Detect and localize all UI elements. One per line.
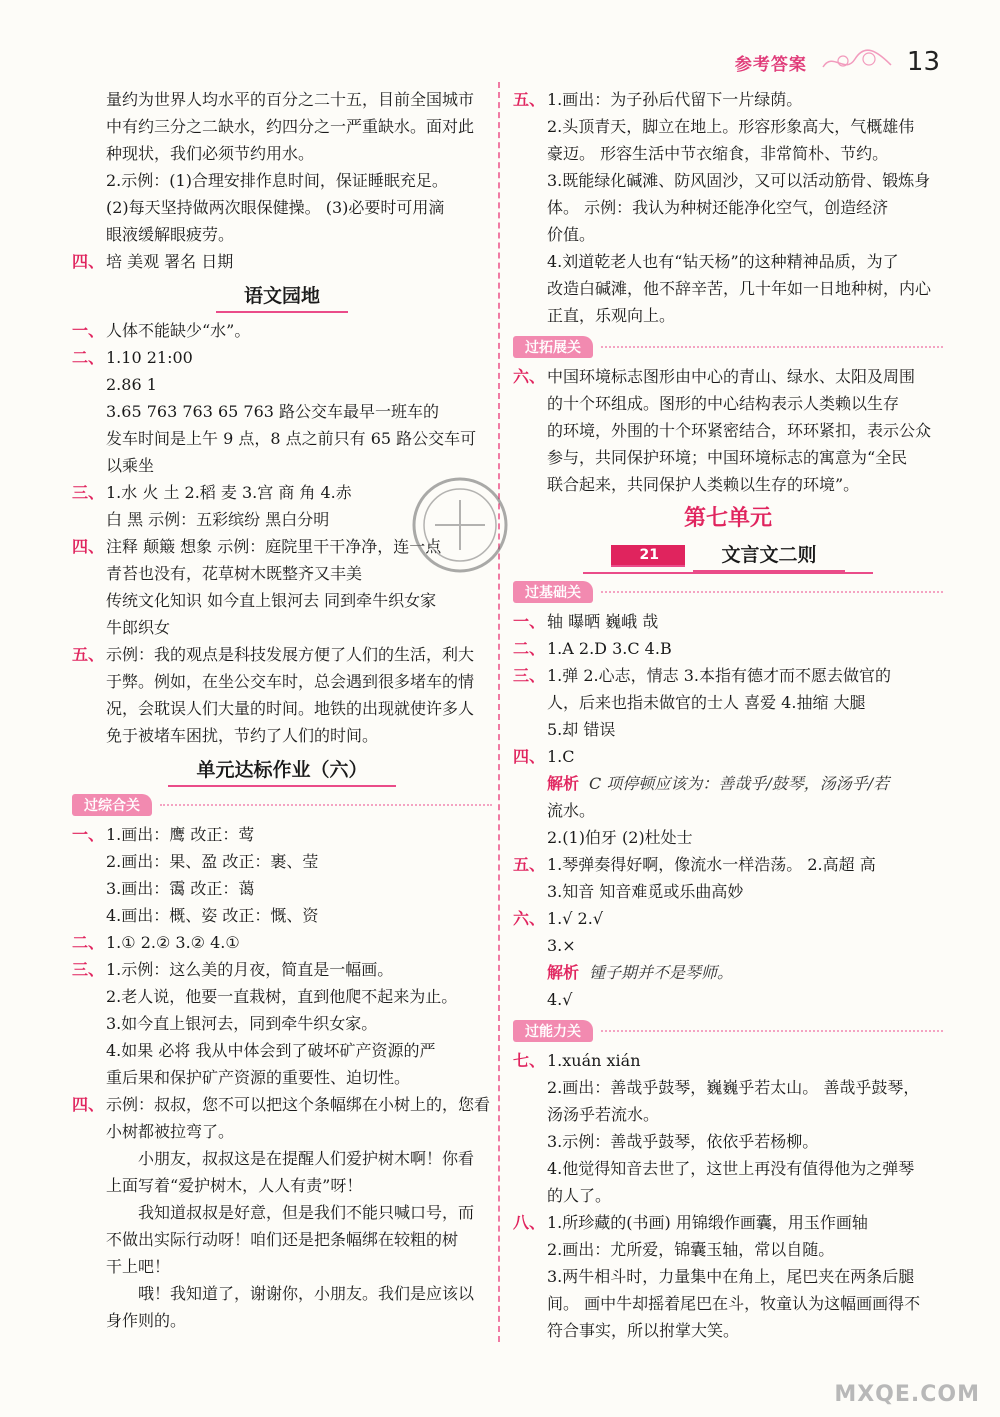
- answer-text: 的十个环组成。图形的中心结构表示人类赖以生存: [547, 394, 900, 413]
- level-tab-rule: [601, 346, 943, 348]
- answer-text: 2.老人说，他要一直栽树，直到他爬不起来为止。: [106, 987, 458, 1006]
- answer-line: [72, 371, 492, 398]
- level-tab-rule: [160, 804, 492, 806]
- answer-text: 符合事实，所以拊掌大笑。: [547, 1321, 740, 1340]
- answer-line: [72, 875, 492, 902]
- answer-line: [72, 641, 492, 668]
- answer-text: 示例：我的观点是科技发展方便了人们的生活，利大: [106, 645, 475, 664]
- answer-line: [513, 1128, 943, 1155]
- answer-text: 参与，共同保护环境；中国环境标志的寓意为“全民: [547, 448, 908, 467]
- question-number: 四、: [513, 747, 546, 766]
- answer-text: 价值。: [547, 225, 596, 244]
- answer-line: [72, 140, 492, 167]
- question-number: 二、: [72, 933, 105, 952]
- answer-line: [72, 1064, 492, 1091]
- answer-line: [72, 86, 492, 113]
- question-number: 四、: [72, 1095, 105, 1114]
- answer-line: [72, 113, 492, 140]
- answer-text: 况，会耽误人们大量的时间。地铁的出现就使许多人: [106, 699, 475, 718]
- answer-text: 豪迈。 形容生活中节衣缩食，非常简朴、节约。: [547, 144, 889, 163]
- answer-line: [513, 878, 943, 905]
- analysis-text: C 项停顿应该为：善哉乎/鼓琴，汤汤乎/若: [589, 774, 890, 793]
- unit-title-text: 第七单元: [683, 506, 772, 531]
- answer-text: 4.画出：概、姿 改正：慨、资: [106, 906, 319, 925]
- answer-text: 3.65 763 763 65 763 路公交车最早一班车的: [106, 402, 440, 421]
- answer-line: [513, 1155, 943, 1182]
- dialogue-paragraph: 哦！我知道了，谢谢你，小朋友。我们是应该以: [138, 1284, 475, 1303]
- answer-line: [513, 194, 943, 221]
- answer-text: 干上吧！: [106, 1257, 171, 1276]
- answer-text: 2.画出：果、盈 改正：裹、莹: [106, 852, 319, 871]
- analysis-note: [513, 770, 943, 797]
- answer-text: 4.如果 必将 我从中体会到了破坏矿产资源的严: [106, 1041, 436, 1060]
- answer-text: 3.两牛相斗时，力量集中在角上，尾巴夹在两条后腿: [547, 1267, 915, 1286]
- flourish-decoration-icon: [821, 47, 893, 77]
- watermark-text: MXQE.COM: [834, 1382, 980, 1407]
- answer-text: 重后果和保护矿产资源的重要性、迫切性。: [106, 1068, 411, 1087]
- level-tab: [513, 1019, 943, 1043]
- answer-line: [513, 851, 943, 878]
- right-column: [513, 86, 943, 1344]
- answer-text: 3.既能绿化碱滩、防风固沙，又可以活动筋骨、锻炼身: [547, 171, 931, 190]
- answer-line: [72, 167, 492, 194]
- answer-line: [72, 398, 492, 425]
- answer-text: 1.画出：为子孙后代留下一片绿荫。: [547, 90, 803, 109]
- answer-text: 1.C: [547, 747, 575, 766]
- level-tab-label: 过能力关: [513, 1020, 593, 1042]
- answer-key-label: 参考答案: [734, 54, 807, 75]
- answer-text: 1.√ 2.√: [547, 909, 604, 928]
- answer-text: 5.却 错误: [547, 720, 616, 739]
- answer-line: [513, 1074, 943, 1101]
- answer-text: 1.xuán xián: [547, 1051, 641, 1070]
- answer-text: 不做出实际行动呀！咱们还是把条幅绑在较粗的树: [106, 1230, 459, 1249]
- answer-line: [513, 1209, 943, 1236]
- level-tab-label: 过基础关: [513, 581, 593, 603]
- answer-text: 2.画出：尤所爱，锦囊玉轴，常以自随。: [547, 1240, 835, 1259]
- answer-text: 种现状，我们必须节约用水。: [106, 144, 315, 163]
- question-number: 一、: [513, 612, 546, 631]
- level-tab-rule: [601, 591, 943, 593]
- answer-text: 人体不能缺少“水”。: [106, 321, 251, 340]
- answer-text: 2.86 1: [106, 375, 157, 394]
- section-title-text: 语文园地: [216, 281, 348, 313]
- answer-line: [513, 444, 943, 471]
- answer-text: 的环境，外围的十个环紧密结合，环环紧扣，表示公众: [547, 421, 932, 440]
- level-tab: [72, 793, 492, 817]
- answer-line: [72, 425, 492, 452]
- answer-text: 间。 画中牛却摇着尾巴在斗，牧童认为这幅画画得不: [547, 1294, 921, 1313]
- answer-line: [513, 363, 943, 390]
- answer-text: 3.画出：霭 改正：蔼: [106, 879, 255, 898]
- answer-line: [72, 1172, 492, 1199]
- answer-text: 白 黑 示例：五彩缤纷 黑白分明: [106, 510, 330, 529]
- answer-text: 1.10 21:00: [106, 348, 193, 367]
- answer-line: [72, 956, 492, 983]
- question-number: 二、: [513, 639, 546, 658]
- page-number: 13: [906, 47, 940, 77]
- answer-text: 免于被堵车困扰，节约了人们的时间。: [106, 726, 379, 745]
- answer-line: [513, 662, 943, 689]
- answer-line: [513, 797, 943, 824]
- level-tab-rule: [601, 1030, 943, 1032]
- answer-line: [513, 824, 943, 851]
- answer-text: 汤汤乎若流水。: [547, 1105, 660, 1124]
- analysis-note: [513, 959, 943, 986]
- level-tab-label: 过综合关: [72, 794, 152, 816]
- answer-text: 传统文化知识 如今直上银河去 同到牵牛织女家: [106, 591, 437, 610]
- answer-line: [72, 695, 492, 722]
- answer-text: 3.如今直上银河去，同到牵牛织女家。: [106, 1014, 378, 1033]
- answer-line: [513, 221, 943, 248]
- level-tab: [513, 335, 943, 359]
- answer-line: [72, 668, 492, 695]
- answer-text: 联合起来，共同保护人类赖以生存的环境”。: [547, 475, 860, 494]
- question-number: 一、: [72, 321, 105, 340]
- answer-line: [513, 635, 943, 662]
- answer-line: [72, 344, 492, 371]
- column-divider: [498, 82, 500, 1342]
- lesson-title-text: 文言文二则: [693, 540, 844, 572]
- answer-text: 体。 示例：我认为种树还能净化空气，创造经济: [547, 198, 889, 217]
- answer-line: [72, 248, 492, 275]
- answer-text: 发车时间是上午 9 点，8 点之前只有 65 路公交车可: [106, 429, 477, 448]
- answer-text: 3.×: [547, 936, 576, 955]
- answer-text: 1.琴弹奏得好啊，像流水一样浩荡。 2.高超 高: [547, 855, 876, 874]
- answer-line: [72, 1010, 492, 1037]
- answer-text: 量约为世界人均水平的百分之二十五，目前全国城市: [106, 90, 475, 109]
- answer-text: (2)每天坚持做两次眼保健操。 (3)必要时可用滴: [106, 198, 445, 217]
- answer-line: [513, 113, 943, 140]
- answer-text: 青苔也没有，花草树木既整齐又丰美: [106, 564, 363, 583]
- answer-line: [513, 1263, 943, 1290]
- answer-line: [513, 986, 943, 1013]
- answer-text: 于弊。例如，在坐公交车时，总会遇到很多堵车的情: [106, 672, 475, 691]
- answer-line: [513, 302, 943, 329]
- answer-text: 3.示例：善哉乎鼓琴，依依乎若杨柳。: [547, 1132, 819, 1151]
- question-number: 三、: [72, 483, 105, 502]
- answer-line: [513, 1182, 943, 1209]
- answer-line: [513, 1236, 943, 1263]
- answer-line: [513, 417, 943, 444]
- analysis-text: 锺子期并不是琴师。: [589, 963, 734, 982]
- question-number: 三、: [513, 666, 546, 685]
- answer-line: [513, 1047, 943, 1074]
- answer-text: 1.① 2.② 3.② 4.①: [106, 933, 240, 952]
- answer-line: [72, 587, 492, 614]
- left-column: [72, 86, 492, 1334]
- answer-text: 小树都被拉弯了。: [106, 1122, 235, 1141]
- answer-line: [72, 1091, 492, 1118]
- question-number: 六、: [513, 367, 546, 386]
- question-number: 三、: [72, 960, 105, 979]
- answer-text: 的人了。: [547, 1186, 612, 1205]
- lesson-number-badge: 21: [611, 545, 685, 567]
- answer-line: [72, 983, 492, 1010]
- stamp-icon: [405, 470, 515, 580]
- answer-line: [72, 902, 492, 929]
- answer-line: [513, 86, 943, 113]
- lesson-title-wrap: [583, 540, 872, 574]
- answer-text: 示例：叔叔，您不可以把这个条幅绑在小树上的，您看: [106, 1095, 491, 1114]
- answer-text: 4.他觉得知音去世了，这世上再没有值得他为之弹琴: [547, 1159, 915, 1178]
- answer-line: [72, 1253, 492, 1280]
- answer-line: [513, 689, 943, 716]
- answer-text: 1.水 火 土 2.稻 麦 3.宫 商 角 4.赤: [106, 483, 352, 502]
- dialogue-paragraph: 我知道叔叔是好意，但是我们不能只喊口号，而: [138, 1203, 475, 1222]
- answer-line: [72, 1118, 492, 1145]
- answer-line: [513, 1317, 943, 1344]
- answer-line: [513, 275, 943, 302]
- question-number: 四、: [72, 537, 105, 556]
- answer-line: [513, 716, 943, 743]
- question-number: 六、: [513, 909, 546, 928]
- question-number: 四、: [72, 252, 105, 271]
- answer-text: 2.画出：善哉乎鼓琴，巍巍乎若太山。 善哉乎鼓琴，: [547, 1078, 920, 1097]
- answer-text: 1.画出：鹰 改正：莺: [106, 825, 255, 844]
- answer-text: 轴 曝晒 巍峨 哉: [547, 612, 659, 631]
- answer-line: [72, 848, 492, 875]
- answer-text: 身作则的。: [106, 1311, 187, 1330]
- answer-line: [72, 614, 492, 641]
- answer-line: [513, 1290, 943, 1317]
- answer-text: 4.刘道乾老人也有“钻天杨”的这种精神品质，为了: [547, 252, 899, 271]
- answer-line: [72, 1226, 492, 1253]
- answer-line: [513, 471, 943, 498]
- analysis-label: 解析: [547, 963, 580, 982]
- answer-line: [513, 167, 943, 194]
- question-number: 二、: [72, 348, 105, 367]
- answer-text: 人，后来也指未做官的士人 喜爱 4.抽缩 大腿: [547, 693, 866, 712]
- answer-text: 2.示例：(1)合理安排作息时间，保证睡眠充足。: [106, 171, 448, 190]
- page-header: [735, 40, 940, 84]
- answer-line: [513, 905, 943, 932]
- answer-text: 2.头顶青天，脚立在地上。形容形象高大，气概雄伟: [547, 117, 915, 136]
- answer-line: [72, 1307, 492, 1334]
- answer-line: [72, 929, 492, 956]
- answer-line: [72, 722, 492, 749]
- answer-text: 改造白碱滩，他不辞辛苦，几十年如一日地种树，内心: [547, 279, 932, 298]
- answer-text: 牛郎织女: [106, 618, 171, 637]
- answer-line: [513, 248, 943, 275]
- answer-text: 中有约三分之二缺水，约四分之一严重缺水。面对此: [106, 117, 475, 136]
- analysis-label: 解析: [547, 774, 580, 793]
- section-title: [72, 281, 492, 313]
- answer-text: 4.√: [547, 990, 573, 1009]
- answer-text: 培 美观 署名 日期: [106, 252, 234, 271]
- answer-line: [72, 1037, 492, 1064]
- answer-text: 1.A 2.D 3.C 4.B: [547, 639, 672, 658]
- answer-text: 眼液缓解眼疲劳。: [106, 225, 235, 244]
- answer-text: 1.示例：这么美的月夜，简直是一幅画。: [106, 960, 394, 979]
- answer-text: 流水。: [547, 801, 596, 820]
- answer-line: [72, 821, 492, 848]
- question-number: 七、: [513, 1051, 546, 1070]
- question-number: 一、: [72, 825, 105, 844]
- answer-text: 1.弹 2.心志，情志 3.本指有德才而不愿去做官的: [547, 666, 891, 685]
- answer-line: [513, 743, 943, 770]
- question-number: 五、: [72, 645, 105, 664]
- lesson-title: [513, 540, 943, 574]
- answer-text: 2.(1)伯牙 (2)杜处士: [547, 828, 693, 847]
- dialogue-paragraph: 小朋友，叔叔这是在提醒人们爱护树木啊！你看: [138, 1149, 475, 1168]
- answer-text: 3.知音 知音难觅或乐曲高妙: [547, 882, 744, 901]
- question-number: 五、: [513, 855, 546, 874]
- answer-text: 中国环境标志图形由中心的青山、绿水、太阳及周围: [547, 367, 916, 386]
- answer-text: 以乘坐: [106, 456, 155, 475]
- answer-text: 注释 颠簸 想象 示例：庭院里干干净净，连一点: [106, 537, 442, 556]
- level-tab: [513, 580, 943, 604]
- answer-text: 上面写着“爱护树木，人人有责”呀！: [106, 1176, 363, 1195]
- answer-line: [72, 194, 492, 221]
- unit-title: [513, 504, 943, 534]
- level-tab-label: 过拓展关: [513, 336, 593, 358]
- answer-line: [513, 1101, 943, 1128]
- answer-text: 正直，乐观向上。: [547, 306, 676, 325]
- answer-line: [72, 221, 492, 248]
- answer-line: [513, 390, 943, 417]
- answer-text: 1.所珍藏的(书画) 用锦缎作画囊，用玉作画轴: [547, 1213, 868, 1232]
- question-number: 五、: [513, 90, 546, 109]
- question-number: 八、: [513, 1213, 546, 1232]
- section-title-text: 单元达标作业（六）: [168, 755, 395, 787]
- section-title: [72, 755, 492, 787]
- answer-line: [513, 932, 943, 959]
- answer-line: [72, 317, 492, 344]
- answer-line: [513, 140, 943, 167]
- answer-line: [513, 608, 943, 635]
